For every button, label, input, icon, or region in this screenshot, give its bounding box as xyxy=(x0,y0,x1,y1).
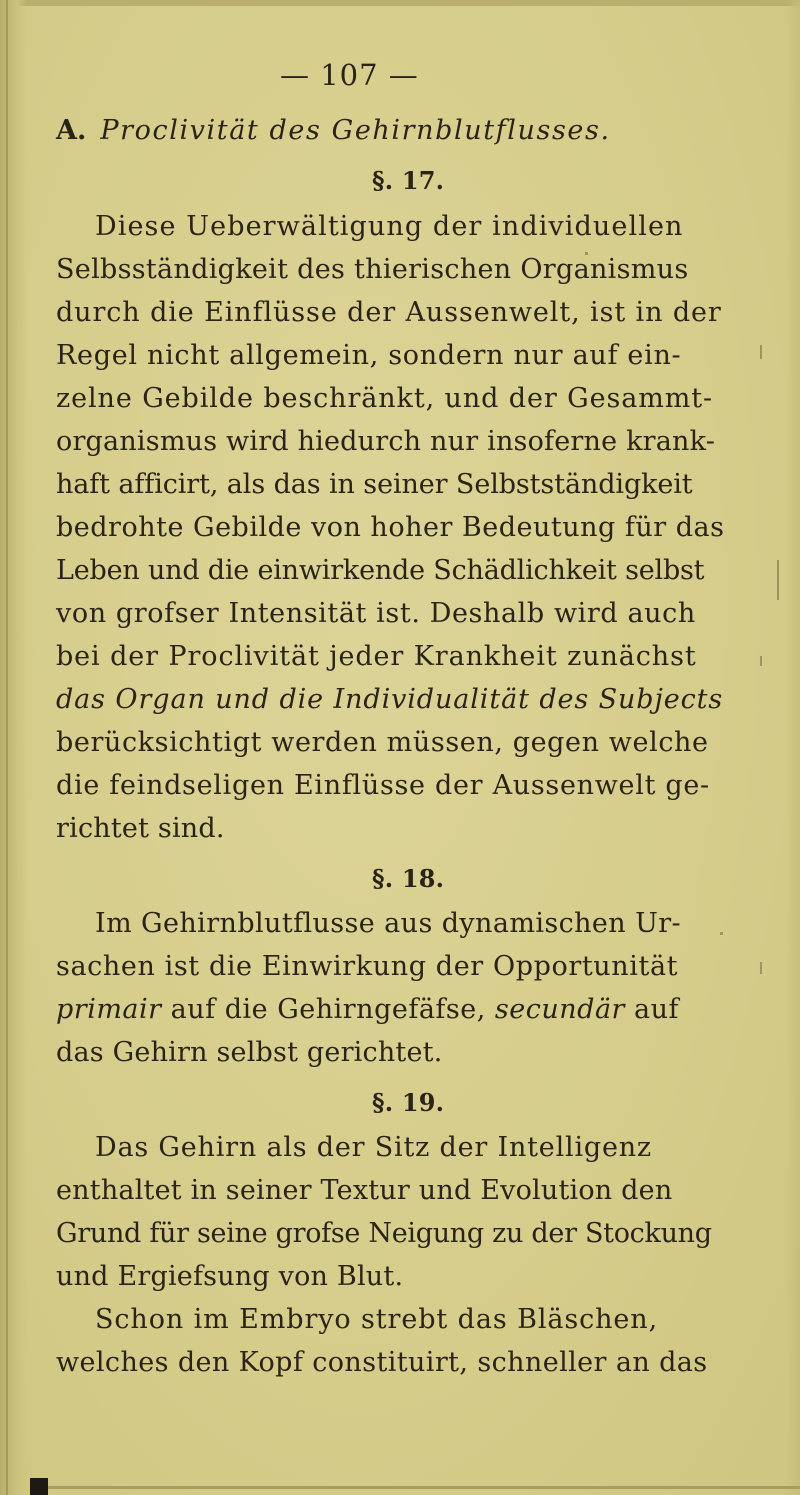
page-bottom-edge xyxy=(30,1486,800,1489)
text-line: von grofser Intensität ist. Deshalb wird auch xyxy=(56,598,696,629)
text-line: organismus wird hiedurch nur insoferne krank- xyxy=(56,426,716,457)
section-heading xyxy=(56,114,611,148)
page-top-edge xyxy=(0,0,800,6)
paper-speck xyxy=(777,560,779,600)
ink-mark xyxy=(30,1478,48,1495)
text-line: die feindseligen Einflüsse der Aussenwelt ge- xyxy=(56,770,710,801)
text-line: Leben und die einwirkende Schädlichkeit selbst xyxy=(56,555,705,586)
text-italic: secundär xyxy=(494,994,625,1025)
page-binding-shadow xyxy=(0,0,28,1495)
text-line-italic: das Organ und die Individualität des Subjects xyxy=(56,684,724,715)
section-title: Proclivität des Gehirnblutflusses. xyxy=(100,115,611,146)
paper-speck xyxy=(720,932,723,935)
text-line: sachen ist die Einwirkung der Opportunität xyxy=(56,951,679,982)
page-left-crease xyxy=(6,0,8,1495)
paper-speck xyxy=(760,962,762,974)
text-line: Schon im Embryo strebt das Bläschen, xyxy=(95,1304,659,1335)
text-line: bei der Proclivität jeder Krankheit zunächst xyxy=(56,641,697,672)
text-line: das Gehirn selbst gerichtet. xyxy=(56,1037,443,1068)
page-number: — 107 — xyxy=(280,58,419,92)
text-italic: primair xyxy=(56,994,162,1025)
text-line: Diese Ueberwältigung der individuellen xyxy=(95,211,684,242)
text-line: und Ergiefsung von Blut. xyxy=(56,1261,404,1292)
text-line: Das Gehirn als der Sitz der Intelligenz xyxy=(95,1132,652,1163)
section-label: A. xyxy=(56,115,87,146)
text-line: zelne Gebilde beschränkt, und der Gesammt- xyxy=(56,383,714,414)
text-line: haft afficirt, als das in seiner Selbstständigkeit xyxy=(56,469,693,500)
text-line-mixed xyxy=(56,993,679,1027)
text-line: Grund für seine grofse Neigung zu der Stockung xyxy=(56,1218,712,1249)
paragraph-number-18: §. 18. xyxy=(372,864,445,893)
text-span: auf xyxy=(624,994,680,1025)
paragraph-number-19: §. 19. xyxy=(372,1088,445,1117)
text-line: durch die Einflüsse der Aussenwelt, ist in der xyxy=(56,297,722,328)
page-right-edge xyxy=(786,0,800,1495)
text-line: Regel nicht allgemein, sondern nur auf ein- xyxy=(56,340,682,371)
text-span: auf die Gehirngefäfse, xyxy=(161,994,495,1025)
text-line: Selbsständigkeit des thierischen Organismus xyxy=(56,254,689,285)
text-line: welches den Kopf constituirt, schneller an das xyxy=(56,1347,708,1378)
paper-speck xyxy=(760,656,762,666)
text-line: Im Gehirnblutflusse aus dynamischen Ur- xyxy=(95,908,682,939)
text-line: richtet sind. xyxy=(56,813,225,844)
text-line: bedrohte Gebilde von hoher Bedeutung für das xyxy=(56,512,725,543)
paragraph-number-17: §. 17. xyxy=(372,166,445,195)
text-line: enthaltet in seiner Textur und Evolution den xyxy=(56,1175,673,1206)
text-line: berücksichtigt werden müssen, gegen welche xyxy=(56,727,709,758)
paper-speck xyxy=(760,345,762,359)
